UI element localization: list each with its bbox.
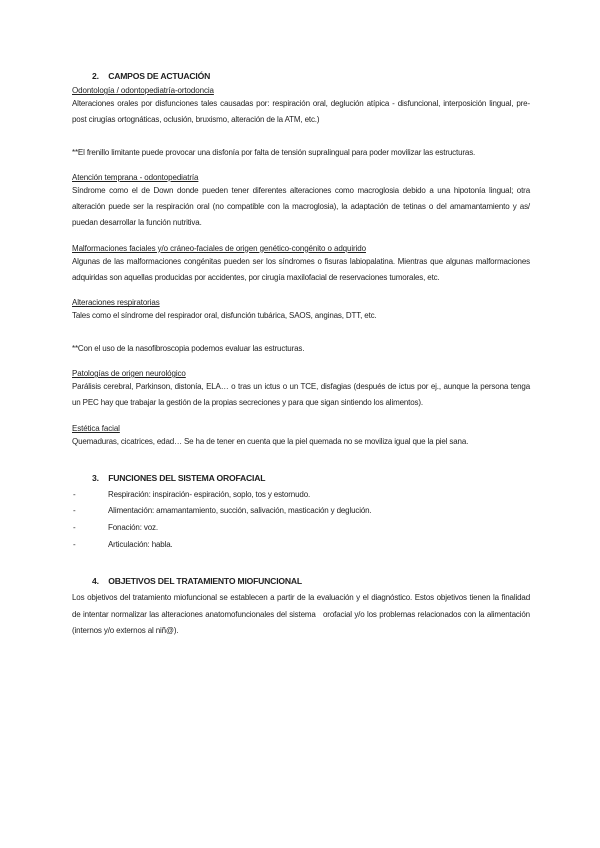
list-item: - Articulación: habla.: [73, 539, 173, 549]
section-4-heading: [92, 575, 530, 587]
paragraph: Síndrome como el de Down donde pueden tener diferentes alteraciones como macroglosia debido a una hipotonía lingual; otra alteración puede ser la respiración oral (no compatible con la macroglosia), la adaptación de tetinas o del amamantamiento y as/ puedan desarrollar la función nutritiva.: [72, 185, 530, 228]
subsection-title: Alteraciones respiratorias: [72, 298, 160, 308]
section-title: OBJETIVOS DEL TRATAMIENTO MIOFUNCIONAL: [108, 576, 302, 587]
list-item: - Fonación: voz.: [73, 523, 158, 533]
section-title: CAMPOS DE ACTUACIÓN: [108, 71, 211, 81]
section-number: 4.: [92, 576, 99, 587]
list-item: - Alimentación: amamantamiento, succión, salivación, masticación y deglución.: [73, 506, 372, 516]
subsection-alteraciones-respiratorias: [72, 297, 530, 357]
paragraph: Quemaduras, cicatrices, edad… Se ha de tener en cuenta que la piel quemada no se moviliza igual que la piel sana.: [72, 436, 469, 446]
subsection-odontologia: [72, 85, 530, 161]
list-item: - Respiración: inspiración- espiración, soplo, tos y estornudo.: [73, 489, 311, 499]
note-paragraph: **El frenillo limitante puede provocar una disfonía por falta de tensión supralingual para poder movilizar las estructuras.: [72, 147, 476, 157]
paragraph: Algunas de las malformaciones congénitas pueden ser los síndromes o fisuras labiopalatina. Mientras que algunas malformaciones adquiridas son aquellas producidas por accidentes, por cirugía maxilofacial de reservaciones tumorales, etc.: [72, 256, 530, 283]
section-title: FUNCIONES DEL SISTEMA OROFACIAL: [108, 472, 266, 483]
subsection-title: Estética facial: [72, 423, 120, 433]
functions-list: [72, 487, 530, 553]
paragraph: Parálisis cerebral, Parkinson, distonía, ELA… o tras un ictus o un TCE, disfagias (después de ictus por ej., aunque la persona tenga un PEC hay que trabajar la gestión de la propias secreciones y para que sigan sintiendo los alimentos).: [72, 381, 530, 408]
note-paragraph: **Con el uso de la nasofibroscopia podemos evaluar las estructuras.: [72, 343, 305, 353]
document-page: [72, 70, 533, 639]
section-3-heading: [92, 472, 530, 484]
paragraph: Alteraciones orales por disfunciones tales causadas por: respiración oral, deglución atípica - disfuncional, interposición lingual, pre-post cirugías ortognáticas, oclusión, bruxismo, alteración de la ATM, etc.): [72, 99, 530, 125]
section-number: 2.: [92, 71, 99, 81]
subsection-patologias-neurologicas: [72, 368, 530, 412]
subsection-title: Malformaciones faciales y/o cráneo-faciales de origen genético-congénito o adquirido: [72, 243, 366, 253]
subsection-malformaciones: [72, 243, 530, 287]
subsection-title: Odontología / odontopediatría-ortodoncia: [72, 86, 214, 95]
section-number: 3.: [92, 472, 99, 483]
section-2-heading: [92, 70, 530, 82]
subsection-atencion-temprana: [72, 172, 530, 232]
subsection-title: Atención temprana - odontopediatría: [72, 172, 199, 182]
paragraph: Tales como el síndrome del respirador oral, disfunción tubárica, SAOS, anginas, DTT, etc.: [72, 311, 377, 321]
subsection-title: Patologías de origen neurológico: [72, 368, 186, 378]
subsection-estetica-facial: [72, 423, 530, 450]
paragraph: Los objetivos del tratamiento miofuncional se establecen a partir de la evaluación y el diagnóstico. Estos objetivos tienen la finalidad de intentar normalizar las alteraciones anatomofuncionales del sistema orofacial y/o los problemas relacionados con la alimentación (internos y/o externos al niñ@).: [72, 593, 533, 635]
